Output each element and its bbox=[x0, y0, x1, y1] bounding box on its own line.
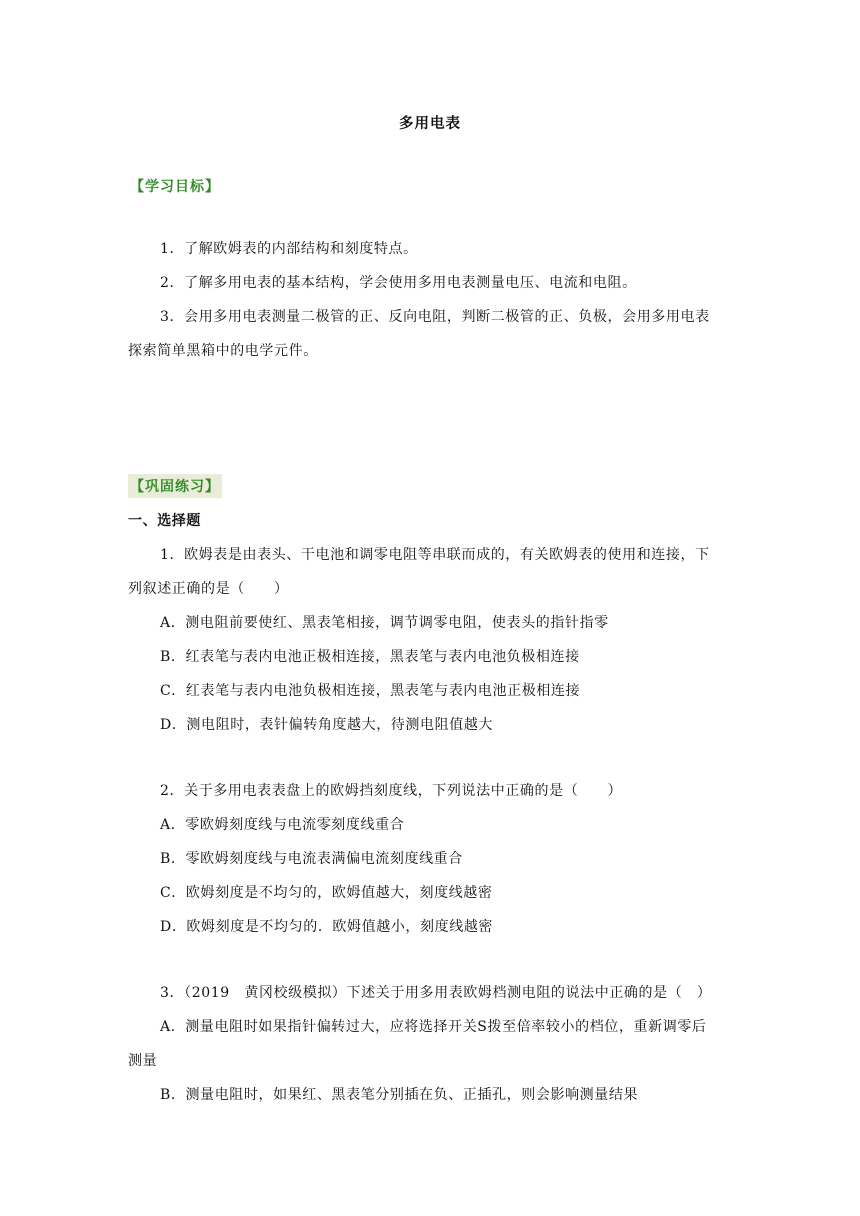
option-c: C．红表笔与表内电池负极相连接，黑表笔与表内电池正极相连接 bbox=[160, 683, 581, 699]
objective-item: 3．会用多用电表测量二极管的正、反向电阻，判断二极管的正、负极，会用多用电表 bbox=[160, 309, 710, 325]
part-heading: 一、选择题 bbox=[128, 513, 201, 529]
objective-item-continuation: 探索简单黑箱中的电学元件。 bbox=[128, 343, 318, 359]
option-c: C．欧姆刻度是不均匀的，欧姆值越大，刻度线越密 bbox=[160, 885, 493, 901]
question-stem: 2．关于多用电表表盘上的欧姆挡刻度线，下列说法中正确的是（ ） bbox=[160, 783, 623, 799]
question-stem-continuation: 列叙述正确的是（ ） bbox=[128, 581, 289, 597]
option-d: D．欧姆刻度是不均匀的．欧姆值越小，刻度线越密 bbox=[160, 919, 494, 935]
option-a: A．测电阻前要使红、黑表笔相接，调节调零电阻，使表头的指针指零 bbox=[160, 615, 609, 631]
option-a: A．零欧姆刻度线与电流零刻度线重合 bbox=[160, 817, 405, 833]
objectives-heading: 【学习目标】 bbox=[130, 179, 220, 195]
objective-item: 1．了解欧姆表的内部结构和刻度特点。 bbox=[160, 241, 418, 257]
option-a-continuation: 测量 bbox=[128, 1053, 158, 1069]
question-stem: 3．（2019 黄冈校级模拟）下述关于用多用表欧姆档测电阻的说法中正确的是（ ） bbox=[160, 985, 712, 1001]
page-title: 多用电表 bbox=[399, 115, 461, 132]
option-d: D．测电阻时，表针偏转角度越大，待测电阻值越大 bbox=[160, 717, 494, 733]
practice-heading: 【巩固练习】 bbox=[128, 474, 222, 498]
option-b: B．测量电阻时，如果红、黑表笔分别插在负、正插孔，则会影响测量结果 bbox=[160, 1087, 639, 1103]
option-b: B．红表笔与表内电池正极相连接，黑表笔与表内电池负极相连接 bbox=[160, 649, 580, 665]
question-stem: 1．欧姆表是由表头、干电池和调零电阻等串联而成的，有关欧姆表的使用和连接，下 bbox=[160, 547, 710, 563]
objective-item: 2．了解多用电表的基本结构，学会使用多用电表测量电压、电流和电阻。 bbox=[160, 275, 637, 291]
option-b: B．零欧姆刻度线与电流表满偏电流刻度线重合 bbox=[160, 851, 463, 867]
option-a: A．测量电阻时如果指针偏转过大，应将选择开关S拨至倍率较小的档位，重新调零后 bbox=[160, 1019, 707, 1035]
